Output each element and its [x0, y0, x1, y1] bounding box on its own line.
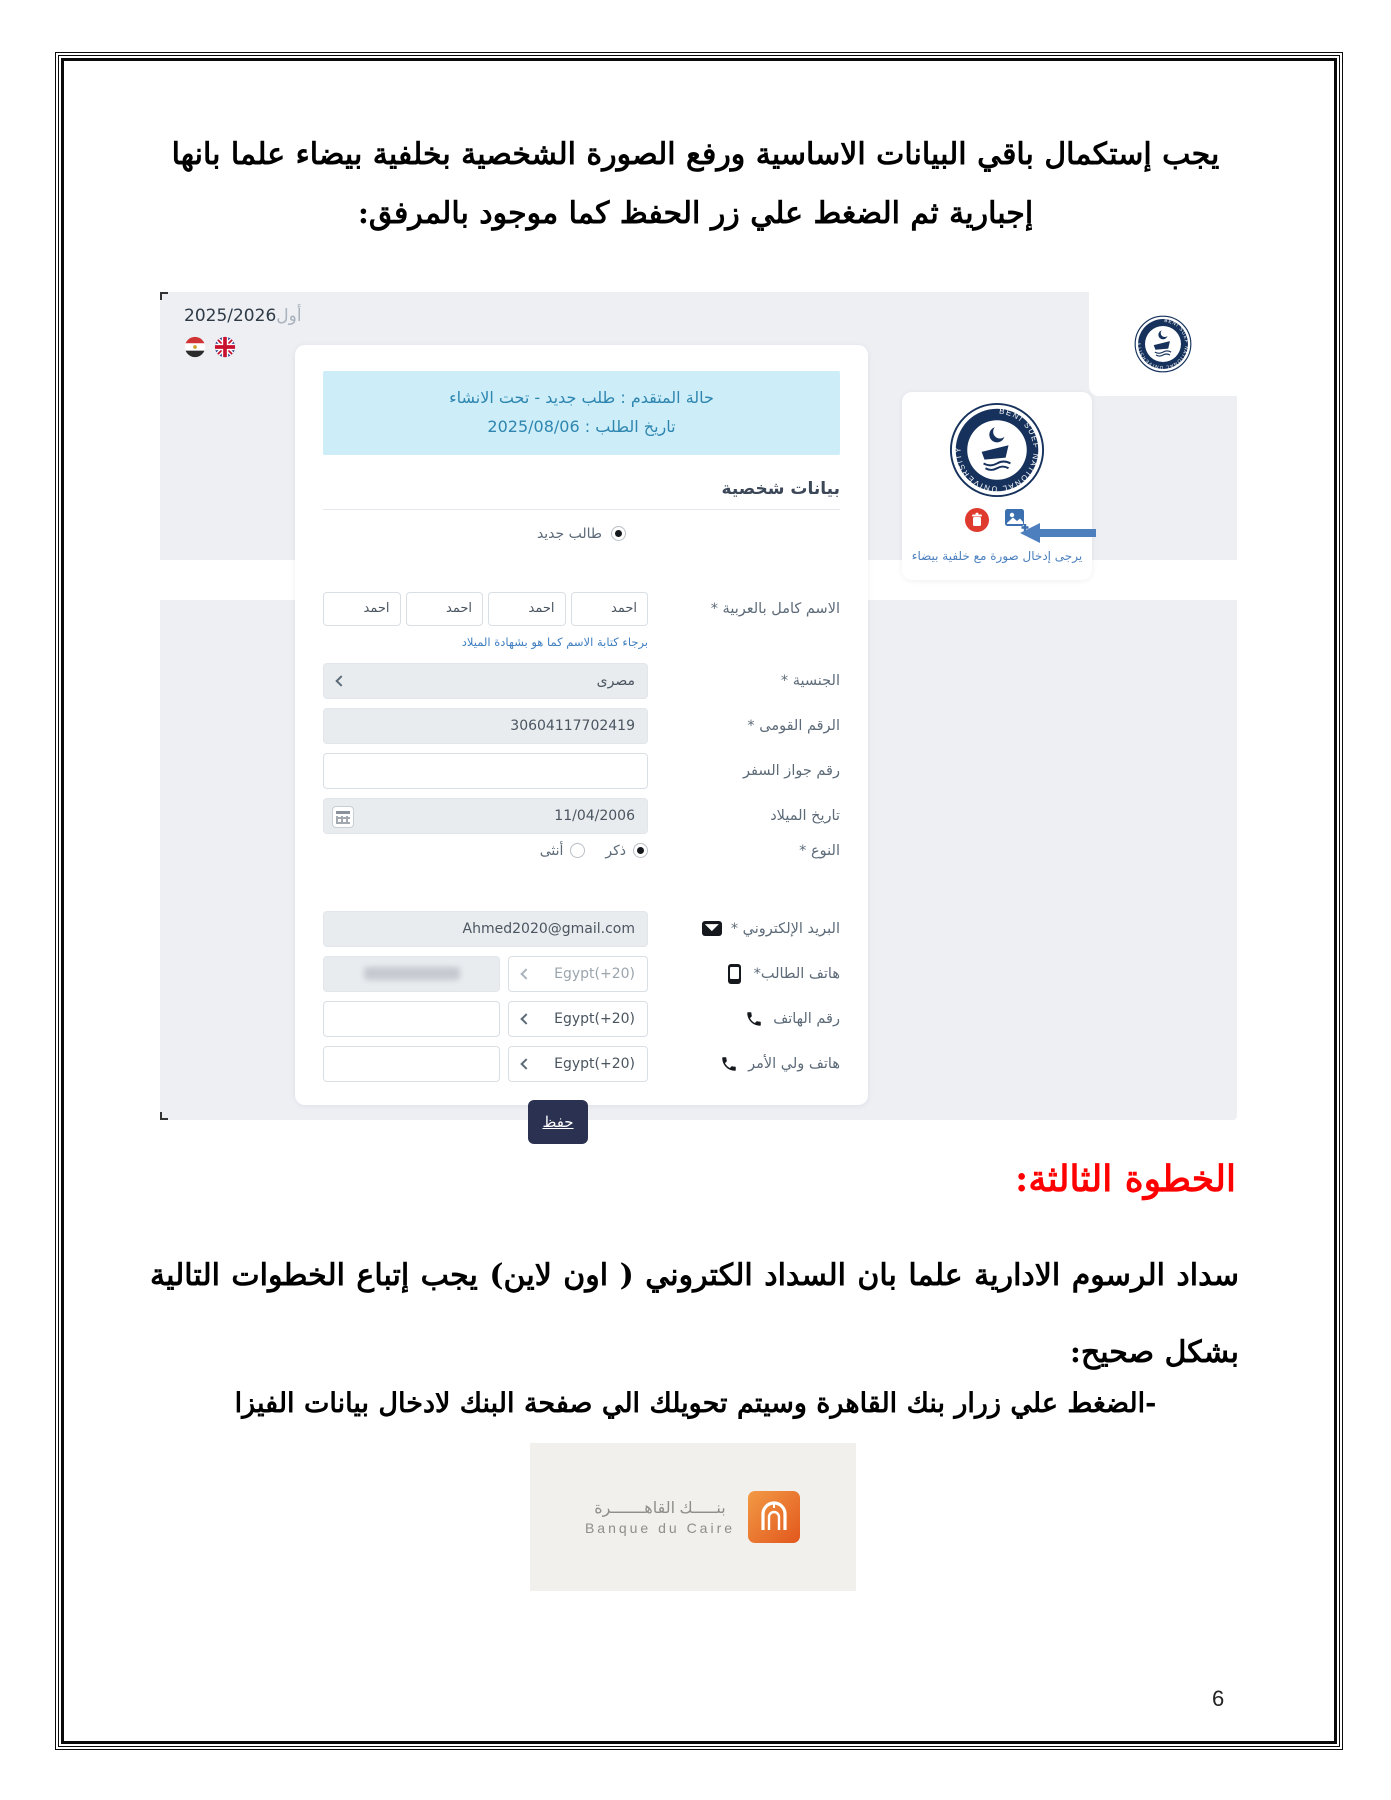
radio-button-icon[interactable] — [633, 843, 648, 858]
bank-arch-icon — [747, 1490, 801, 1544]
save-button[interactable]: حفظ — [528, 1100, 588, 1144]
gender-label: النوع * — [799, 842, 840, 859]
step3-paragraph: سداد الرسوم الادارية علما بان السداد الكتروني ( اون لاين) يجب إتباع الخطوات التالية بشكل صحيح: — [150, 1258, 1239, 1370]
university-logo-chip — [1089, 292, 1237, 396]
portal-header — [184, 306, 308, 358]
national-id-label: الرقم القومى * — [747, 717, 840, 734]
birthdate-label: تاريخ الميلاد — [770, 807, 840, 824]
page-number: 6 — [1212, 1686, 1225, 1711]
gender-radio-group — [540, 843, 648, 859]
nationality-label: الجنسية * — [780, 672, 840, 689]
full-name-label: الاسم كامل بالعربية * — [710, 600, 840, 617]
status-line-1: حالة المتقدم : طلب جديد - تحت الانشاء — [449, 388, 714, 407]
gender-radio-male[interactable] — [605, 843, 648, 859]
bank-instruction: ‏-الضغط علي زرار بنك القاهرة وسيتم تحويلك الي صفحة البنك لادخال بيانات الفيزا — [234, 1388, 1157, 1419]
delete-photo-button[interactable] — [964, 507, 990, 533]
passport-input[interactable] — [323, 753, 648, 789]
gender-male-label: ذكر — [605, 842, 626, 859]
bank-logo-arabic: بنـــــك القاهـــــــرة — [594, 1500, 726, 1517]
radio-button-icon[interactable] — [570, 843, 585, 858]
phone-country-value: Egypt(+20) — [554, 1010, 635, 1027]
student-phone-country-value: Egypt(+20) — [554, 965, 635, 982]
mobile-phone-icon — [725, 964, 745, 984]
passport-label: رقم جواز السفر — [742, 762, 840, 779]
birthdate-input[interactable] — [323, 798, 648, 834]
phone-handset-icon — [744, 1009, 764, 1029]
name-input-4[interactable]: احمد — [323, 592, 401, 626]
photo-upload-panel — [902, 392, 1092, 580]
section-title-personal-data: بيانات شخصية — [721, 478, 840, 499]
envelope-icon — [702, 919, 722, 939]
trash-icon — [964, 507, 990, 533]
student-phone-label: هاتف الطالب* — [753, 965, 840, 982]
uk-flag-icon[interactable] — [214, 336, 236, 358]
email-field[interactable] — [323, 911, 648, 947]
crop-mark-icon — [160, 1112, 168, 1120]
personal-data-card — [295, 345, 868, 1131]
step3-heading: الخطوة الثالثة: — [1015, 1158, 1236, 1200]
student-phone-country-select[interactable] — [508, 956, 648, 992]
photo-caption: يرجى إدخال صورة مع خلفية بيضاء — [911, 549, 1083, 563]
nationality-select[interactable] — [323, 663, 648, 699]
left-arrow-icon — [1020, 522, 1096, 544]
email-label: البريد الإلكتروني * — [730, 920, 840, 937]
national-id-value: 30604117702419 — [510, 717, 635, 734]
year-label: 2025/2026 — [184, 306, 277, 326]
name-helper-text: برجاء كتابة الاسم كما هو بشهادة الميلاد — [461, 634, 648, 649]
term-label: أول — [276, 306, 302, 326]
applicant-status-box — [323, 371, 840, 455]
egypt-flag-icon[interactable] — [184, 336, 206, 358]
gender-female-label: أنثى — [539, 842, 564, 859]
nationality-value: مصرى — [596, 672, 635, 689]
bank-logo-latin: Banque du Caire — [584, 1520, 736, 1536]
guardian-phone-input[interactable] — [323, 1046, 500, 1082]
section-divider — [323, 509, 840, 510]
crop-mark-icon — [160, 292, 168, 300]
phone-input[interactable] — [323, 1001, 500, 1037]
birthdate-value: 11/04/2006 — [554, 807, 635, 824]
national-id-input[interactable] — [323, 708, 648, 744]
status-line-2: تاريخ الطلب : 2025/08/06 — [487, 416, 676, 436]
university-logo — [1134, 315, 1192, 373]
calendar-icon[interactable] — [332, 806, 354, 828]
phone-country-select[interactable] — [508, 1001, 648, 1037]
gender-radio-female[interactable] — [540, 843, 586, 859]
name-input-1[interactable]: احمد — [571, 592, 649, 626]
new-student-radio[interactable] — [323, 526, 840, 542]
intro-paragraph: يجب إستكمال باقي البيانات الاساسية ورفع الصورة الشخصية بخلفية بيضاء علما بانها إجبارية ثم الضغط علي زر الحفظ كما موجود بالمرفق: — [171, 137, 1220, 231]
redacted-value — [364, 967, 460, 980]
guardian-phone-country-value: Egypt(+20) — [554, 1055, 635, 1072]
phone-label: رقم الهاتف — [773, 1010, 840, 1027]
radio-button-icon[interactable] — [611, 526, 626, 541]
new-student-radio-label: طالب جديد — [536, 525, 603, 542]
banque-du-caire-logo — [530, 1443, 856, 1591]
name-input-3[interactable]: احمد — [406, 592, 484, 626]
name-input-2[interactable]: احمد — [488, 592, 566, 626]
university-logo — [910, 402, 1084, 502]
phone-handset-icon — [719, 1054, 739, 1074]
chevron-down-icon — [335, 675, 346, 686]
student-phone-input[interactable] — [323, 956, 500, 992]
portal-screenshot — [160, 292, 1237, 1131]
email-value: Ahmed2020@gmail.com — [462, 920, 635, 937]
full-name-inputs — [323, 592, 648, 626]
guardian-phone-label: هاتف ولي الأمر — [748, 1055, 840, 1072]
guardian-phone-country-select[interactable] — [508, 1046, 648, 1082]
